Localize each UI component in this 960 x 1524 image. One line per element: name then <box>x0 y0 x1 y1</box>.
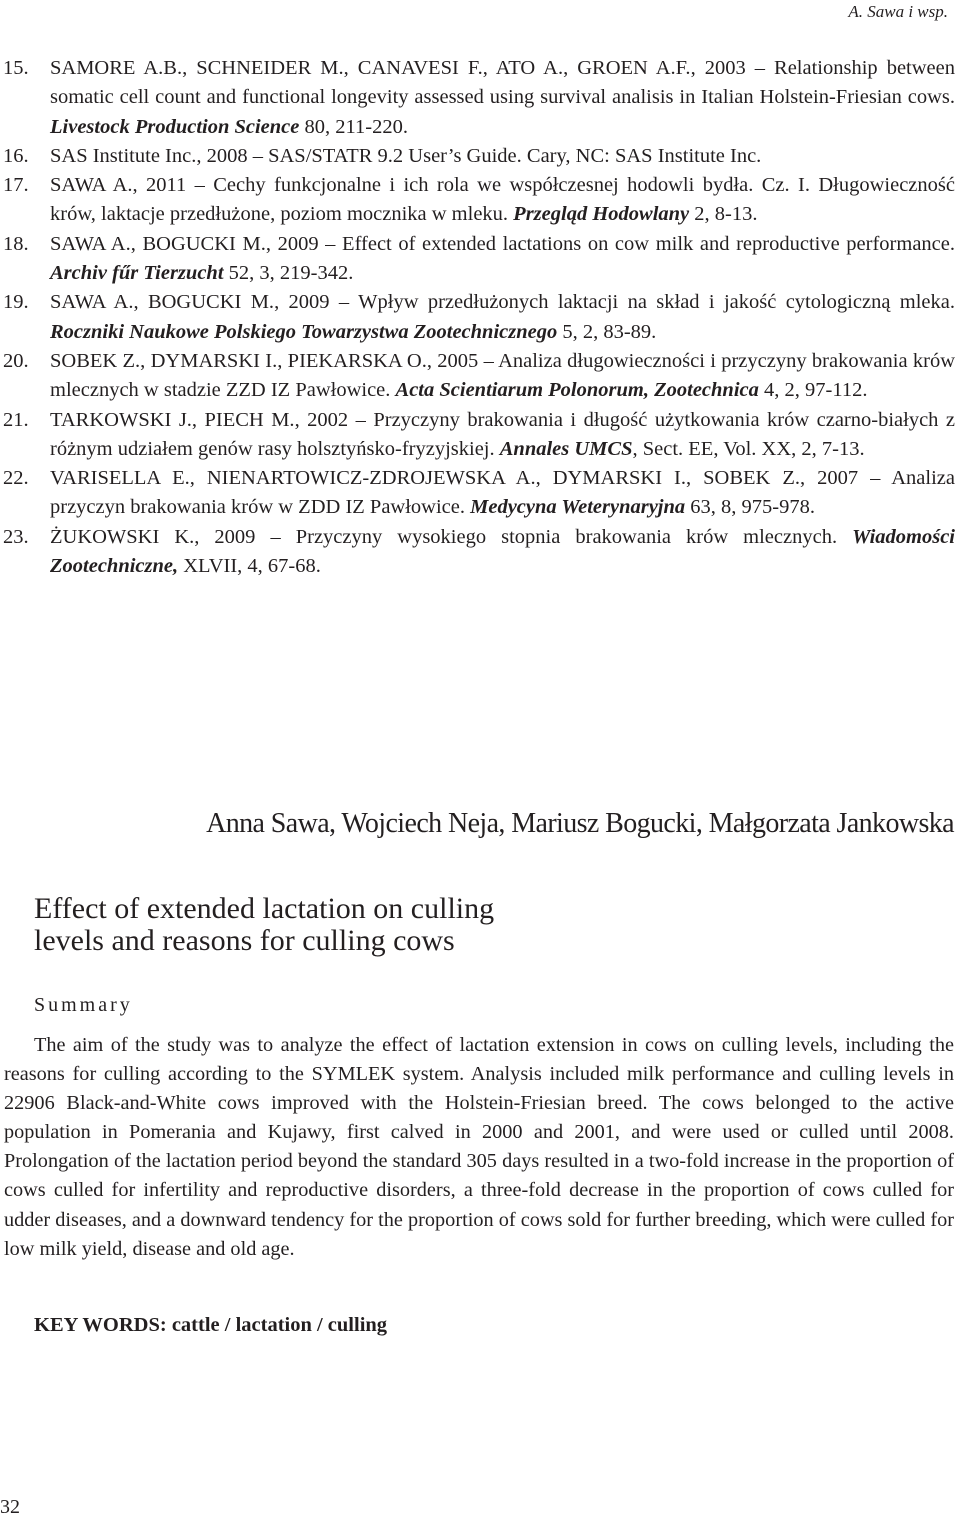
reference-number: 19. <box>3 291 29 314</box>
reference-item <box>3 230 955 289</box>
reference-text: , 2002 – Przyczyny brakowania i długość użytkowania krów czarno-białych z różnym udziałem genów rasy holsztyńsko-fryzyjskiej. <box>50 408 955 460</box>
reference-details: , Sect. EE, Vol. XX, 2, 7-13. <box>632 437 865 460</box>
reference-number: 21. <box>3 408 29 431</box>
reference-journal: Annales UMCS <box>499 437 633 460</box>
summary-text: The aim of the study was to analyze the effect of lactation extension in cows on culling levels, including the reasons for culling according to the SYMLEK system. Analysis included milk performance and culling levels in 22906 Black-and-White cows improved with the Holstein-Friesian breed. The cows belonged to the active population in Pomerania and Kujawy, first calved in 2000 and 2001, and were used or culled until 2008. Prolongation of the lactation period beyond the standard 305 days resulted in a two-fold increase in the proportion of cows culled for infertility and reproductive disorders, a three-fold decrease in the proportion of cows culled for udder diseases, and a downward tendency for the proportion of cows sold for further breeding, which were culled for low milk yield, disease and old age. <box>4 1034 954 1260</box>
reference-number: 23. <box>3 525 29 548</box>
reference-authors: SAWA A., BOGUCKI M. <box>50 291 275 314</box>
reference-details: 63, 8, 975-978. <box>685 496 815 519</box>
reference-text: , 2003 – Relationship between somatic cell count and functional longevity assessed using survival analisis in Italian Holstein-Friesian cows. <box>50 57 955 109</box>
article-title <box>34 893 494 957</box>
reference-number: 22. <box>3 467 29 490</box>
reference-item <box>3 464 955 523</box>
page-number: 32 <box>0 1496 20 1518</box>
reference-text: , 2007 – Analiza przyczyn brakowania krów w ZDD IZ Pawłowice. <box>50 467 955 519</box>
reference-journal: Przegląd Hodowlany <box>513 203 690 226</box>
reference-details: XLVII, 4, 67-68. <box>178 555 321 578</box>
reference-number: 16. <box>3 144 29 167</box>
reference-authors: ŻUKOWSKI K. <box>50 525 195 548</box>
running-head: A. Sawa i wsp. <box>848 2 948 21</box>
reference-text: , 2009 – Wpływ przedłużonych laktacji na skład i jakość cytologiczną mleka. <box>274 291 955 314</box>
reference-text: , 2005 – Analiza długowieczności i przyczyny brakowania krów mlecznych w stadzie ZZD IZ Pawłowice. <box>50 349 956 402</box>
article-title-line: levels and reasons for culling cows <box>34 924 455 957</box>
reference-number: 15. <box>3 57 29 79</box>
reference-journal: Roczniki Naukowe Polskiego Towarzystwa Zootechnicznego <box>50 320 558 343</box>
reference-authors: VARISELLA E., NIENARTOWICZ-ZDROJEWSKA A., DYMARSKI I., SOBEK Z. <box>50 467 800 490</box>
reference-details: 80, 211-220. <box>299 115 408 138</box>
reference-authors: SAWA A., BOGUCKI M. <box>50 232 266 255</box>
reference-item <box>3 142 955 171</box>
reference-item <box>3 171 955 230</box>
reference-authors: SAWA A. <box>50 174 133 197</box>
reference-number: 20. <box>3 349 29 372</box>
reference-authors: TARKOWSKI J., PIECH M. <box>50 408 295 431</box>
reference-details: 52, 3, 219-342. <box>223 262 354 285</box>
article-authors: Anna Sawa, Wojciech Neja, Mariusz Bogucki, Małgorzata Jankowska <box>206 808 954 839</box>
reference-details: 2, 8-13. <box>689 203 758 226</box>
reference-text: , 2008 – SAS/STATR 9.2 User’s Guide. Cary, NC: SAS Institute Inc. <box>196 144 762 167</box>
reference-details: 5, 2, 83-89. <box>557 320 657 343</box>
reference-journal: Medycyna Weterynaryjna <box>470 496 686 519</box>
reference-details: 4, 2, 97-112. <box>758 379 868 402</box>
keywords: KEY WORDS: cattle / lactation / culling <box>34 1314 388 1336</box>
reference-text: , 2011 – Cechy funkcjonalne i ich rola we współczesnej hodowli bydła. Cz. I. Długowieczność krów, laktacje przedłużone, poziom mocznika w mleku. <box>50 174 955 226</box>
reference-item <box>3 406 955 465</box>
reference-journal: Wiadomości Zootechniczne, <box>50 525 955 578</box>
article-title-line: Effect of extended lactation on culling <box>34 892 495 925</box>
reference-journal: Livestock Production Science <box>50 115 300 138</box>
reference-authors: SAS Institute Inc. <box>50 144 197 167</box>
reference-item <box>3 54 955 142</box>
summary-heading: Summary <box>34 994 133 1016</box>
reference-item <box>3 347 955 406</box>
reference-text: , 2009 – Effect of extended lactations on cow milk and reproductive performance. <box>265 232 956 255</box>
reference-item <box>3 288 955 347</box>
reference-authors: SAMORE A.B., SCHNEIDER M., CANAVESI F., ATO A., GROEN A.F. <box>50 57 691 79</box>
reference-journal: Acta Scientiarum Polonorum, Zootechnica <box>395 379 759 402</box>
reference-item <box>3 523 955 582</box>
reference-authors: SOBEK Z., DYMARSKI I., PIEKARSKA O. <box>50 349 427 372</box>
reference-number: 17. <box>3 174 29 197</box>
reference-journal: Archiv fűr Tierzucht <box>50 262 224 285</box>
reference-text: , 2009 – Przyczyny wysokiego stopnia brakowania krów mlecznych. <box>194 525 853 548</box>
reference-list <box>3 54 955 581</box>
reference-number: 18. <box>3 232 29 255</box>
